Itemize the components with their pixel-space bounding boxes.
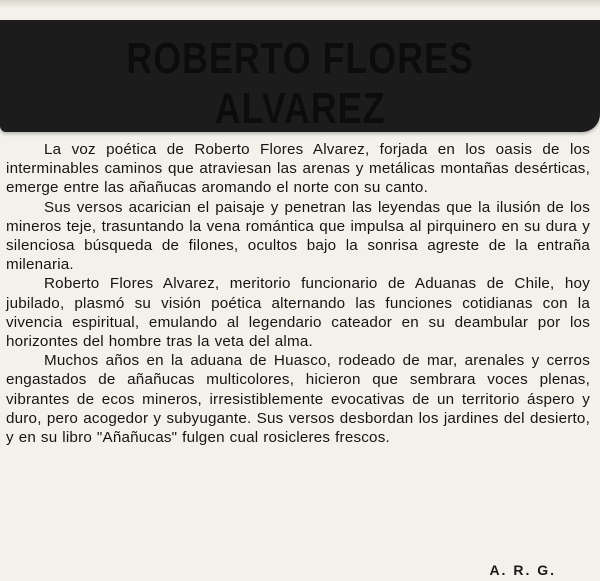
article-paragraph-1: La voz poética de Roberto Flores Alvarez, forjada en los oasis de los interminables caminos que atraviesan las arenas y metálicas montañas desérticas, emerge entre las añañucas aromando el norte con su canto.: [6, 141, 590, 197]
article-body: [6, 140, 590, 447]
torn-top-edge: [0, 0, 600, 8]
author-initials: A. R. G.: [489, 562, 556, 578]
article-paragraph-2: Sus versos acarician el paisaje y penetran las leyendas que la ilusión de los mineros teje, trasuntando la vena romántica que impulsa al pirquinero en su dura y silenciosa búsqueda de filones, ocultos bajo la sonrisa agreste de la entraña milenaria.: [6, 198, 590, 274]
article-title: ROBERTO FLORES ALVAREZ: [126, 34, 474, 133]
article-paragraph-3: Roberto Flores Alvarez, meritorio funcionario de Aduanas de Chile, hoy jubilado, plasmó su visión poética alternando las funciones cotidianas con la vivencia espiritual, emulando al legendario cateador en su deambular por los horizontes del hombre tras la veta del alma.: [6, 275, 590, 351]
article-paragraph-4: Muchos años en la aduana de Huasco, rodeado de mar, arenales y cerros engastados de añañucas multicolores, hicieron que sembrara voces plenas, vibrantes de ecos mineros, irresistiblemente evocativas de un territorio áspero y duro, pero acogedor y subyugante. Sus versos desbordan los jardines del desierto, y en su libro "Añañucas" fulgen cual rosicleres frescos.: [6, 352, 590, 447]
